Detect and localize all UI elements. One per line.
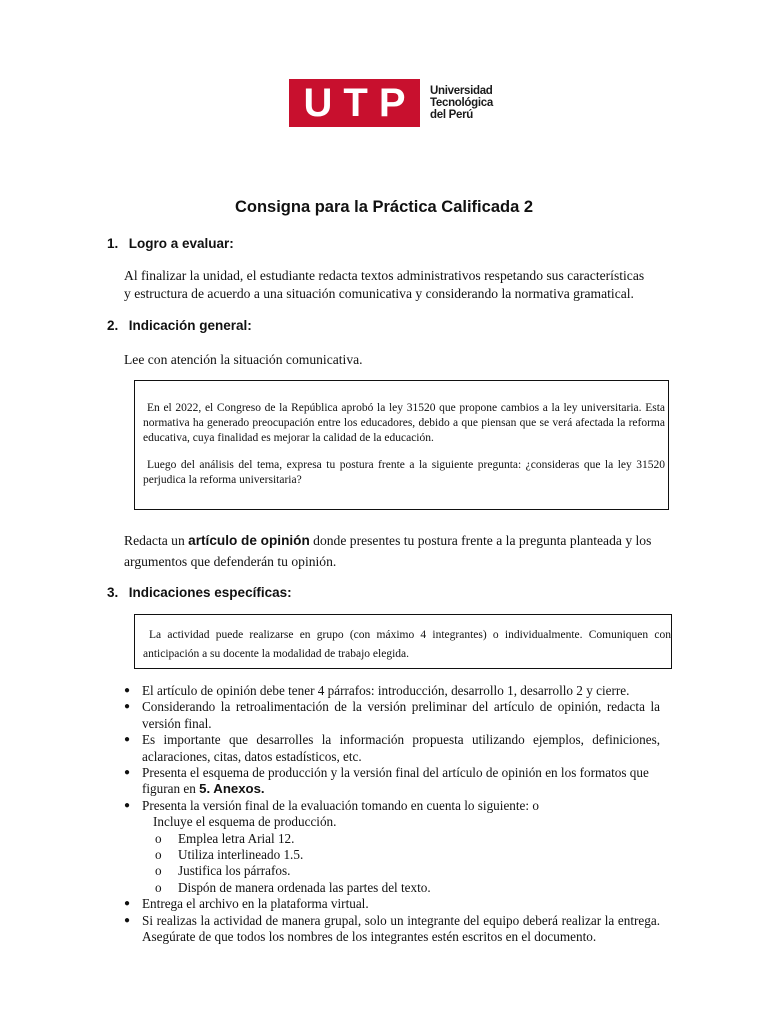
utp-logo [289,79,493,127]
section-1-text [124,267,664,303]
bullet-icon: ● [124,685,131,696]
logo-name-line1: Universidad [430,85,493,97]
situation-box [134,380,669,510]
list-item-text: El artículo de opinión debe tener 4 párrafos: introducción, desarrollo 1, desarrollo 2 y cierre. [142,683,630,698]
list-item-text: Es importante que desarrolles la información propuesta utilizando ejemplos, definiciones, aclaraciones, citas, datos estadísticos, etc. [142,732,660,764]
logo-name-line2: Tecnológica [430,97,493,109]
sub-item-text: Utiliza interlineado 1.5. [178,847,304,863]
list-item [124,913,660,946]
sub-item-text: Emplea letra Arial 12. [178,830,295,846]
section-2-number: 2. [107,318,119,333]
redacta-post: donde presentes tu postura frente a la pregunta planteada y los [309,533,652,548]
list-item [124,798,660,814]
logo-mark [289,79,420,127]
redacta-bold: artículo de opinión [188,533,310,548]
list-item-text [142,765,660,798]
section-1-heading [107,236,234,251]
section-1-line1: Al finalizar la unidad, el estudiante redacta textos administrativos respetando sus características [124,268,645,283]
section-2-heading [107,318,252,333]
sub-bullet-icon: o [155,830,162,846]
redacta-line2: argumentos que defenderán tu opinión. [124,554,337,569]
bullet-icon: ● [124,767,131,779]
section-3-title: Indicaciones específicas: [128,585,292,600]
situation-paragraph-2: Luego del análisis del tema, expresa tu postura frente a la siguiente pregunta: ¿consideras que la ley 31520 perjudica la reforma universitaria? [143,459,665,486]
logo-university-name [430,85,493,121]
specific-instructions-list [124,683,660,946]
bullet-icon: ● [124,914,131,926]
section-2-title: Indicación general: [128,318,252,333]
section-1-line2: y estructura de acuerdo a una situación comunicativa y considerando la normativa gramatical. [124,286,634,301]
redacta-line1 [124,530,664,551]
annex-reference: 5. Anexos. [199,781,265,797]
section-3-number: 3. [107,585,119,600]
bullet-icon: ● [124,701,131,713]
bullet-icon: ● [124,898,131,910]
section-2-intro: Lee con atención la situación comunicativa. [124,352,363,367]
sub-item [124,863,660,879]
sub-item-text: Dispón de manera ordenada las partes del texto. [178,879,431,895]
section-1-title: Logro a evaluar: [128,236,234,251]
section-1-number: 1. [107,236,119,251]
activity-note-box [134,614,672,669]
sub-item [124,880,660,896]
situation-paragraph-1: En el 2022, el Congreso de la República aprobó la ley 31520 que propone cambios a la ley universitaria. Esta normativa ha generado preocupación entre los educadores, debido a que piensan que se verá afectada la reforma educativa, cuya finalidad es mejorar la calidad de la educación. [143,402,665,444]
logo-name-line3: del Perú [430,109,473,121]
list-item-text: Presenta la versión final de la evaluación tomando en cuenta lo siguiente: o [142,797,539,813]
sub-bullet-icon: o [155,847,162,863]
list-item-text: Entrega el archivo en la plataforma virtual. [142,896,369,912]
redacta-text [124,530,664,572]
sub-item-text: Justifica los párrafos. [178,863,291,879]
list-item [124,732,660,765]
sub-item [124,831,660,847]
section-3-heading [107,585,292,600]
page-title: Consigna para la Práctica Calificada 2 [234,198,534,216]
list-item-text-pre: Presenta el esquema de producción y la versión final del artículo de opinión en los formatos que figuran en [142,765,649,797]
bullet-icon: ● [124,734,131,746]
sub-item [124,847,660,863]
sub-bullet-icon: o [155,879,162,895]
list-item [124,699,660,732]
list-item [124,765,660,798]
list-item [124,683,660,699]
bullet-icon: ● [124,799,131,811]
redacta-pre: Redacta un [124,533,189,548]
logo-letters: UTP [303,81,417,125]
list-item-text: Si realizas la actividad de manera grupal, solo un integrante del equipo deberá realizar la entrega. Asegúrate de que todos los nombres de los integrantes estén escritos en el documento. [142,912,660,945]
list-item [124,896,660,912]
activity-note-text: La actividad puede realizarse en grupo (con máximo 4 integrantes) o individualmente. Comuniquen con anticipación a su docente la modalidad de trabajo elegida. [143,629,671,660]
sub-item: Incluye el esquema de producción. [153,814,337,830]
list-item-text: Considerando la retroalimentación de la versión preliminar del artículo de opinión, redacta la versión final. [142,699,660,731]
sub-bullet-icon: o [155,863,162,879]
